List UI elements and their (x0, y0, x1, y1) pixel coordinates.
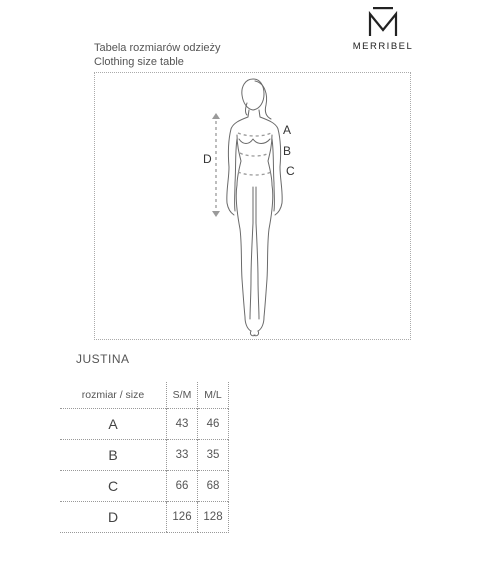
title-polish: Tabela rozmiarów odzieży (94, 42, 221, 54)
table-row (60, 471, 229, 502)
column-header-ml: M/L (198, 382, 229, 409)
table-cell: 126 (167, 502, 198, 533)
label-d: D (203, 152, 212, 166)
column-header-sm: S/M (167, 382, 198, 409)
table-cell: 35 (198, 440, 229, 471)
row-label: D (60, 502, 167, 533)
row-label: B (60, 440, 167, 471)
table-cell: 68 (198, 471, 229, 502)
title-english: Clothing size table (94, 56, 184, 68)
table-cell: 128 (198, 502, 229, 533)
row-label: C (60, 471, 167, 502)
table-row (60, 502, 229, 533)
merribel-logo-icon (353, 6, 413, 38)
label-b: B (283, 144, 292, 158)
body-silhouette-icon (95, 73, 412, 341)
measurement-diagram (94, 72, 411, 340)
brand-logo (345, 6, 421, 52)
row-label: A (60, 409, 167, 440)
table-row (60, 409, 229, 440)
size-table-header (60, 382, 229, 409)
size-table (60, 382, 229, 533)
label-a: A (283, 123, 292, 137)
size-header-label: rozmiar / size (81, 389, 145, 401)
table-row (60, 440, 229, 471)
label-c: C (286, 164, 295, 178)
table-cell: 66 (167, 471, 198, 502)
brand-name: MERRIBEL (352, 41, 414, 52)
table-cell: 46 (198, 409, 229, 440)
table-cell: 33 (167, 440, 198, 471)
table-cell: 43 (167, 409, 198, 440)
product-name: JUSTINA (76, 352, 130, 366)
